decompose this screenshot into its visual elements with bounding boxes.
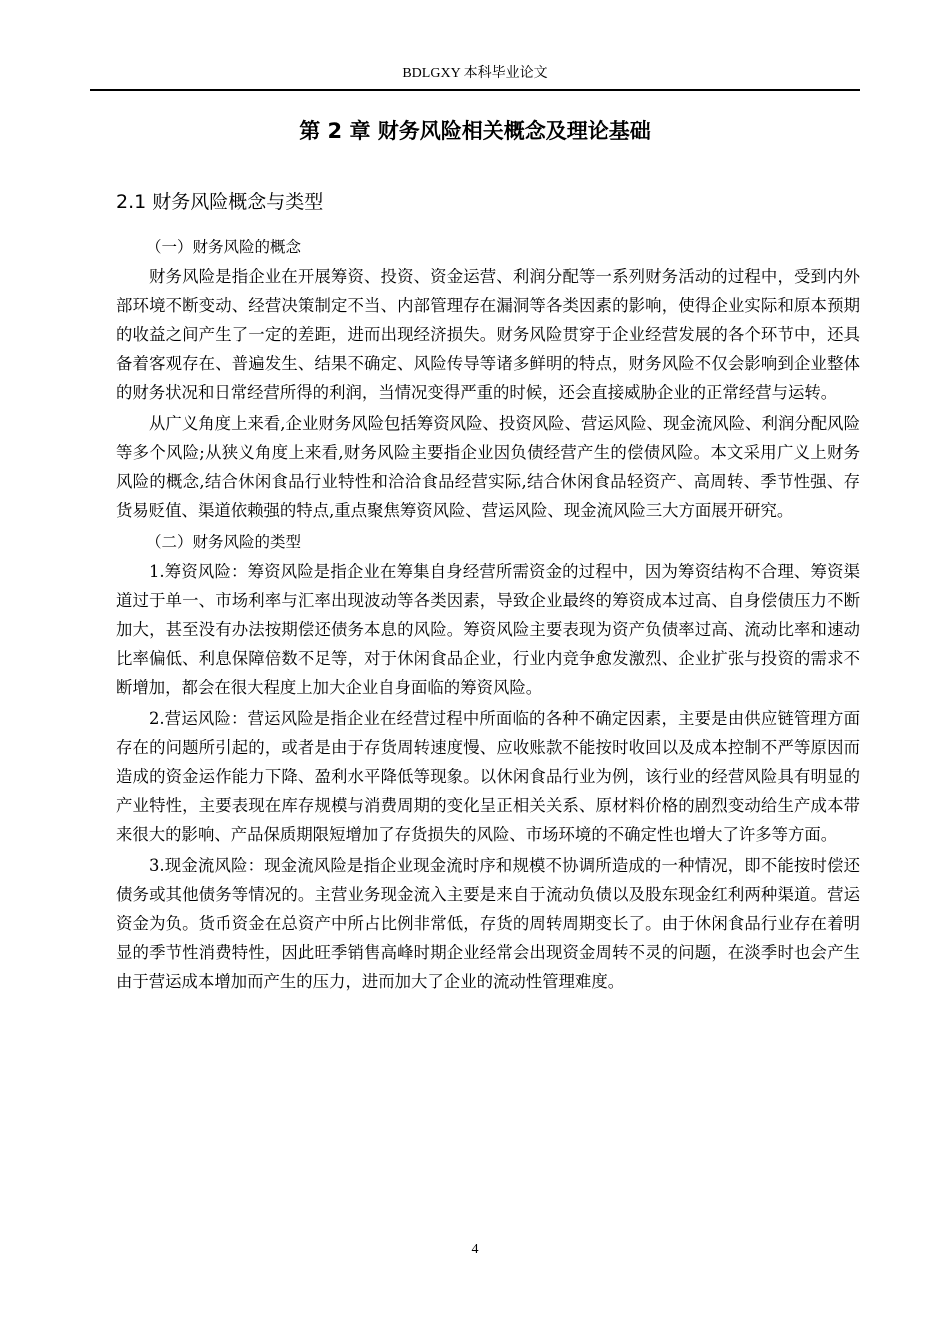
chapter-title: 第 2 章 财务风险相关概念及理论基础 [299,119,651,143]
page-number: 4 [471,1242,479,1257]
body-text [116,232,860,998]
paragraph-financing-risk: 1.筹资风险：筹资风险是指企业在筹集自身经营所需资金的过程中，因为筹资结构不合理、筹资渠道过于单一、市场利率与汇率出现波动等各类因素，导致企业最终的筹资成本过高、自身偿债压力不断加大，甚至没有办法按期偿还债务本息的风险。筹资风险主要表现为资产负债率过高、流动比率和速动比率偏低、利息保障倍数不足等，对于休闲食品企业，行业内竞争愈发激烈、企业扩张与投资的需求不断增加，都会在很大程度上加大企业自身面临的筹资风险。 [116,562,860,697]
section-title: 2.1 财务风险概念与类型 [116,191,324,213]
subsection-heading-concept: （一）财务风险的概念 [146,238,302,256]
header-rule [90,89,860,91]
paragraph-cash-flow-risk: 3.现金流风险：现金流风险是指企业现金流时序和规模不协调所造成的一种情况，即不能按时偿还债务或其他债务等情况的。主营业务现金流入主要是来自于流动负债以及股东现金红利两种渠道。营运资金为负。货币资金在总资产中所占比例非常低，存货的周转周期变长了。由于休闲食品行业存在着明显的季节性消费特性，因此旺季销售高峰时期企业经常会出现资金周转不灵的问题，在淡季时也会产生由于营运成本增加而产生的压力，进而加大了企业的流动性管理难度。 [116,856,860,991]
paragraph-operating-risk: 2.营运风险：营运风险是指企业在经营过程中所面临的各种不确定因素，主要是由供应链管理方面存在的问题所引起的，或者是由于存货周转速度慢、应收账款不能按时收回以及成本控制不严等原因而造成的资金运作能力下降、盈利水平降低等现象。以休闲食品行业为例，该行业的经营风险具有明显的产业特性，主要表现在库存规模与消费周期的变化呈正相关关系、原材料价格的剧烈变动给生产成本带来很大的影响、产品保质期限短增加了存货损失的风险、市场环境的不确定性也增大了许多等方面。 [116,709,860,844]
paragraph-concept-definition: 财务风险是指企业在开展筹资、投资、资金运营、利润分配等一系列财务活动的过程中，受到内外部环境不断变动、经营决策制定不当、内部管理存在漏洞等各类因素的影响，使得企业实际和原本预期的收益之间产生了一定的差距，进而出现经济损失。财务风险贯穿于企业经营发展的各个环节中，还具备着客观存在、普遍发生、结果不确定、风险传导等诸多鲜明的特点，财务风险不仅会影响到企业整体的财务状况和日常经营所得的利润，当情况变得严重的时候，还会直接威胁企业的正常经营与运转。 [116,267,860,402]
subsection-heading-types: （二）财务风险的类型 [146,533,302,551]
paragraph-concept-scope: 从广义角度上来看,企业财务风险包括筹资风险、投资风险、营运风险、现金流风险、利润分配风险等多个风险;从狭义角度上来看,财务风险主要指企业因负债经营产生的偿债风险。本文采用广义上财务风险的概念,结合休闲食品行业特性和洽洽食品经营实际,结合休闲食品轻资产、高周转、季节性强、存货易贬值、渠道依赖强的特点,重点聚焦筹资风险、营运风险、现金流风险三大方面展开研究。 [116,414,860,520]
running-header: BDLGXY 本科毕业论文 [402,66,548,81]
